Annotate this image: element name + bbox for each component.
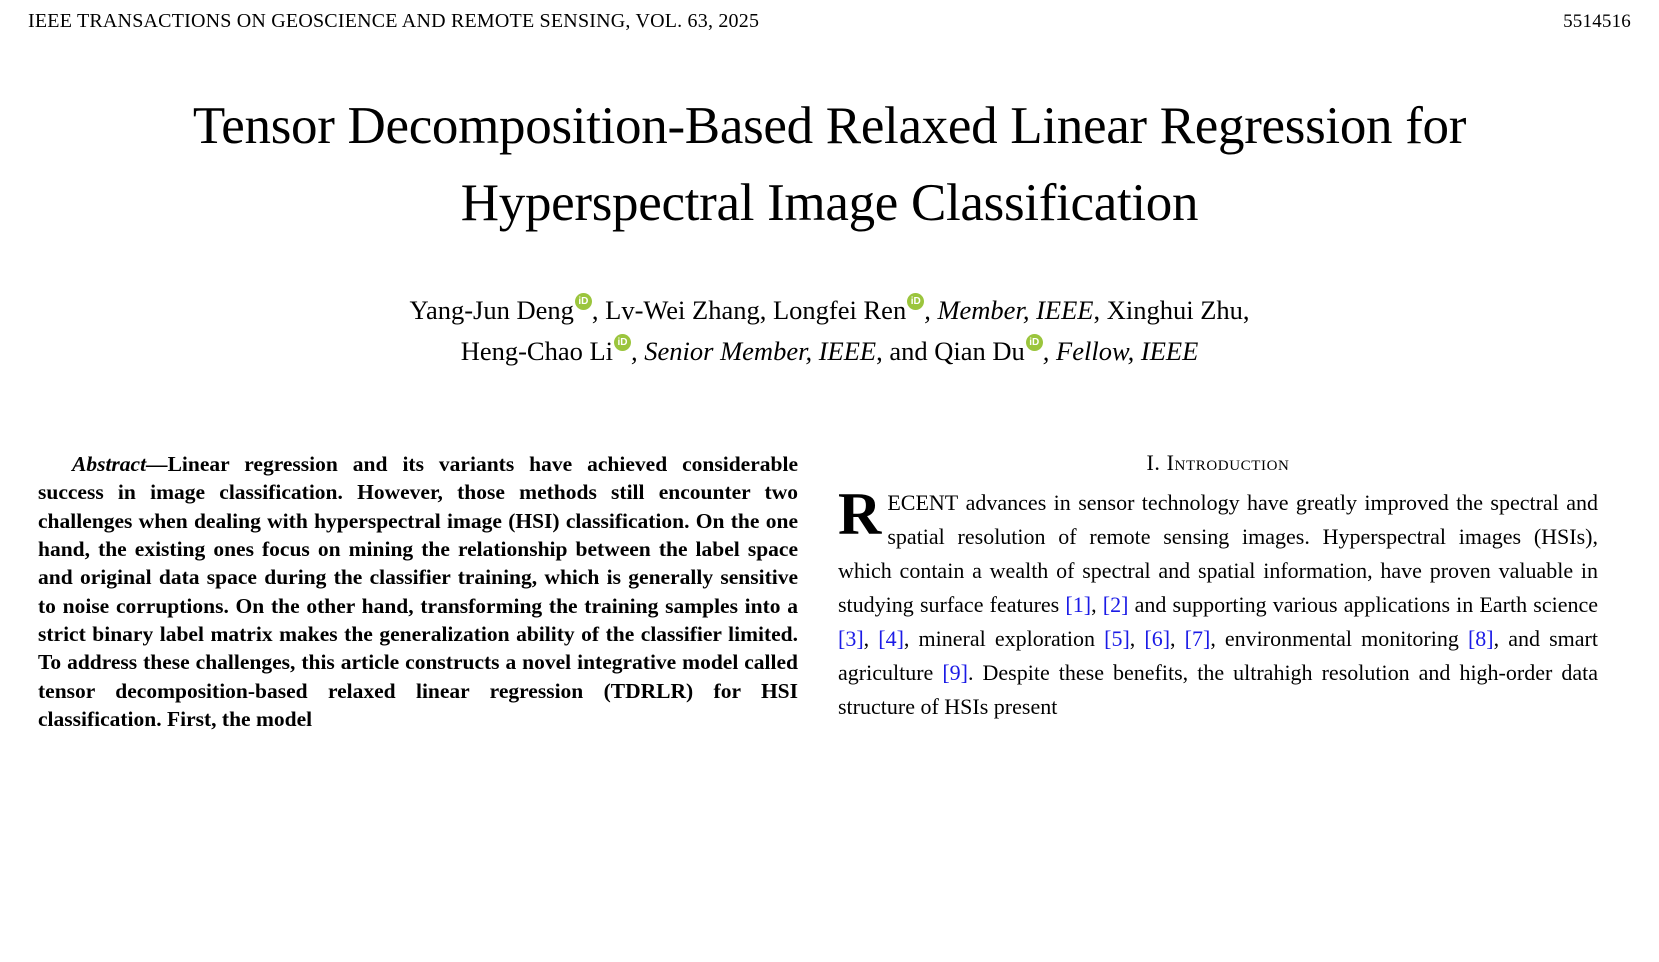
two-column-body	[28, 450, 1631, 734]
page-title: Tensor Decomposition-Based Relaxed Linear Regression for Hyperspectral Image Classification	[192, 97, 1467, 232]
left-column	[38, 450, 798, 734]
intro-lead-word: ECENT	[887, 489, 959, 515]
citation-link-5[interactable]: [5]	[1104, 626, 1130, 652]
citation-link-4[interactable]: [4]	[878, 626, 904, 652]
orcid-icon[interactable]	[575, 293, 592, 310]
introduction-paragraph	[838, 480, 1599, 725]
citation-link-9[interactable]: [9]	[942, 660, 968, 686]
citation-link-6[interactable]: [6]	[1144, 626, 1171, 652]
author-name-li: Heng-Chao Li	[460, 335, 614, 366]
section-heading-introduction: I. Introduction	[1146, 449, 1290, 475]
author-list	[180, 290, 1480, 372]
article-number: 5514516	[1563, 11, 1631, 32]
abstract-label: Abstract—	[72, 451, 168, 476]
intro-text-5: , mineral exploration	[903, 626, 1105, 652]
author-membership-du: , Fellow, IEEE	[1042, 335, 1199, 366]
orcid-icon[interactable]	[614, 334, 631, 351]
citation-link-7[interactable]: [7]	[1184, 626, 1211, 652]
intro-text-7: ,	[1170, 626, 1185, 652]
citation-link-1[interactable]: [1]	[1065, 592, 1092, 618]
citation-link-2[interactable]: [2]	[1102, 592, 1129, 618]
author-name-du: , and Qian Du	[876, 335, 1025, 366]
orcid-icon[interactable]	[907, 293, 924, 310]
intro-text-3: and supporting various applications in Earth science	[1128, 592, 1599, 618]
intro-text-8: , environmental monitoring	[1210, 626, 1468, 652]
journal-title: IEEE TRANSACTIONS ON GEOSCIENCE AND REMOTE SENSING, VOL. 63, 2025	[28, 10, 760, 32]
abstract-text: Linear regression and its variants have achieved considerable success in image classification. However, those methods still encounter two challenges when dealing with hyperspectral image (HSI) classification. On the one hand, the existing ones focus on mining the relationship between the label space and original data space during the classifier training, which is generally sensitive to noise corruptions. On the other hand, transforming the training samples into a strict binary label matrix makes the generalization ability of the classifier limited. To address these challenges, this article constructs a novel integrative model called tensor decomposition-based relaxed linear regression (TDRLR) for HSI classification. First, the model	[38, 451, 798, 732]
orcid-icon[interactable]	[1026, 334, 1043, 351]
intro-text-6: ,	[1129, 626, 1145, 652]
author-name-deng: Yang-Jun Deng	[409, 294, 574, 325]
author-name-zhu: , Xinghui Zhu,	[1093, 294, 1250, 325]
citation-link-8[interactable]: [8]	[1467, 626, 1494, 652]
author-membership-ren: , Member, IEEE	[924, 294, 1094, 325]
drop-cap: R	[838, 480, 882, 547]
intro-text-1: advances in sensor technology have greatly improved the spectral and spatial resolution of remote sensing images. Hyperspectral images (HSIs), which contain a wealth of spectral and spatial information, have proven valuable in studying surface features	[838, 489, 1598, 618]
citation-link-3[interactable]: [3]	[838, 626, 864, 652]
intro-text-2: ,	[1091, 592, 1103, 618]
author-line1-middle: , Lv-Wei Zhang, Longfei Ren	[591, 294, 907, 325]
abstract-paragraph	[38, 450, 798, 734]
author-membership-li: , Senior Member, IEEE	[631, 335, 877, 366]
intro-text-9: , and smart agriculture	[838, 626, 1598, 686]
intro-text-4: ,	[863, 626, 879, 652]
running-head	[28, 0, 1631, 40]
intro-text-10: . Despite these benefits, the ultrahigh resolution and high-order data structure of HSIs present	[838, 660, 1598, 720]
right-column	[838, 450, 1598, 734]
